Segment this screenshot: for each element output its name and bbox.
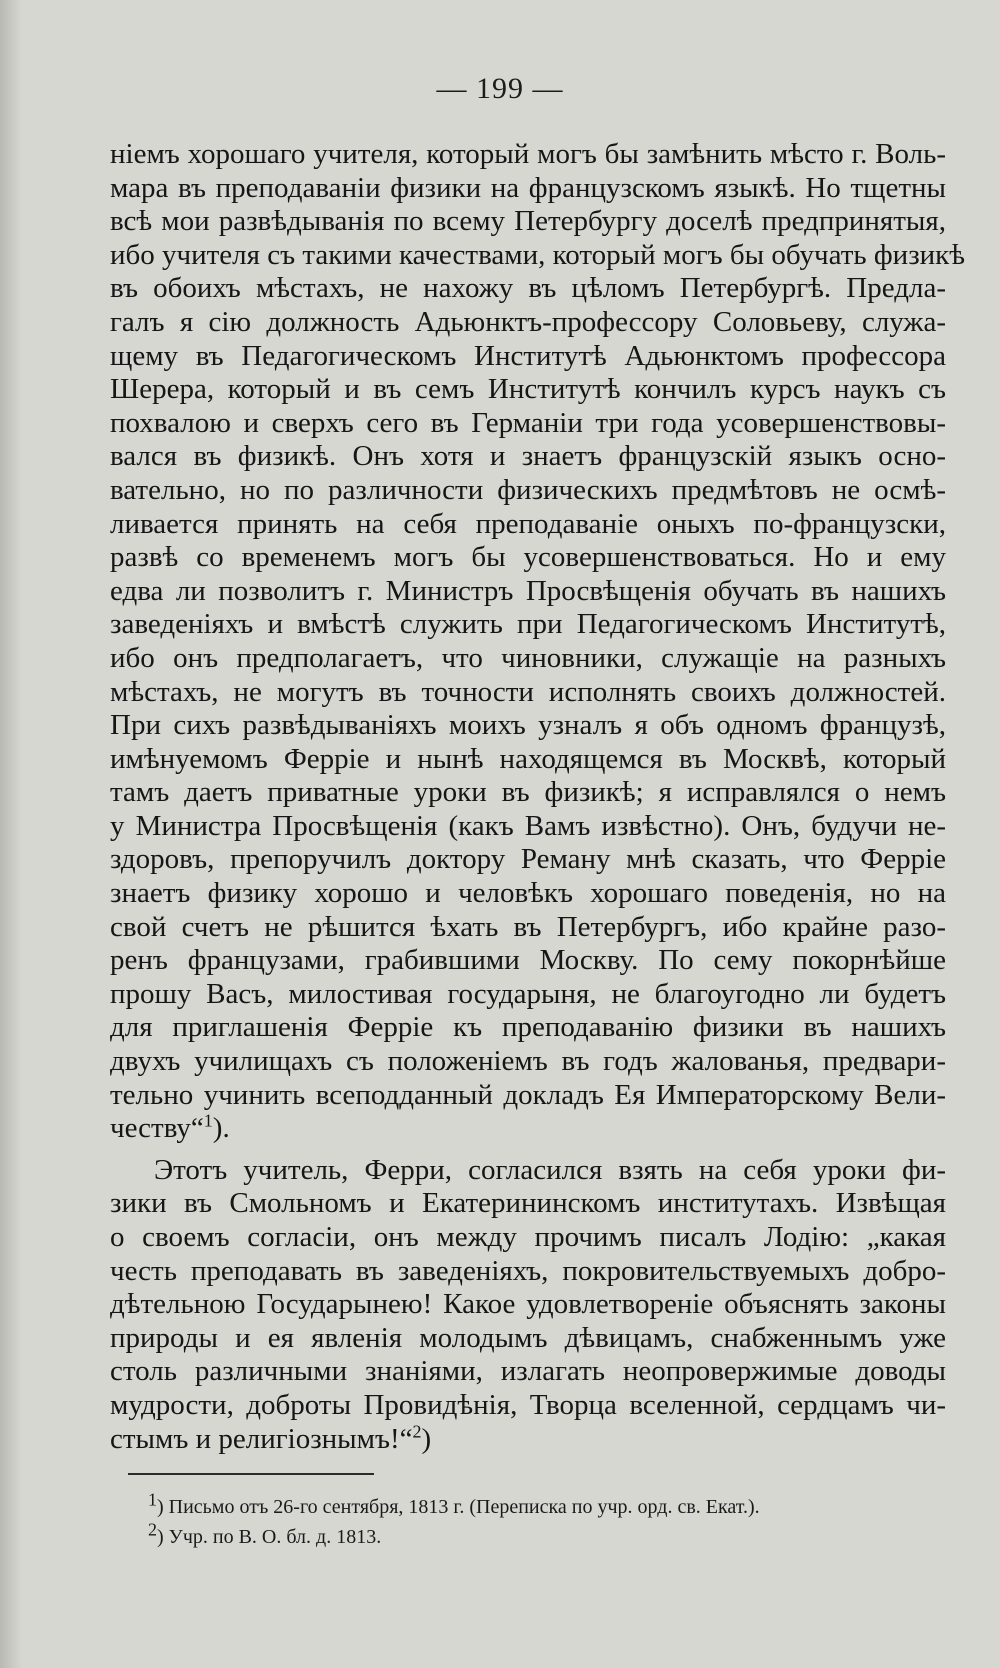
text-line: прошу Васъ, милостивая государыня, не благоугодно ли будетъ: [110, 977, 946, 1010]
text-line: [110, 1420, 946, 1457]
footnote-marker: 1: [148, 1489, 157, 1510]
text-line: двухъ училищахъ съ положеніемъ въ годъ жалованья, предвари-: [110, 1045, 946, 1078]
text-line: При сихъ развѣдываніяхъ моихъ узналъ я объ одномъ французѣ,: [110, 709, 946, 742]
paragraph-gap: [110, 1146, 946, 1154]
text-line: Шерера, который и въ семъ Институтѣ кончилъ курсъ наукъ съ: [110, 373, 946, 406]
footnote-1: [148, 1489, 938, 1522]
text-line: вался въ физикѣ. Онъ хотя и знаетъ французскій языкъ осно-: [110, 440, 946, 473]
text-line: дѣтельною Государынею! Какое удовлетвореніе объяснять законы: [110, 1288, 946, 1321]
paragraph-2: [110, 1154, 946, 1456]
footnote-ref: 1: [203, 1110, 213, 1131]
text-line: для приглашенія Ферріе къ преподаванію физики въ нашихъ: [110, 1011, 946, 1044]
footnote-ref: 2: [412, 1420, 422, 1441]
text-line: въ обоихъ мѣстахъ, не нахожу въ цѣломъ Петербургѣ. Предла-: [110, 272, 946, 305]
text-line: мудрости, доброты Провидѣнія, Творца вселенной, сердцамъ чи-: [110, 1388, 946, 1421]
page-edge-shadow: [0, 0, 22, 1668]
text-line: ибо учителя съ такими качествами, который могъ бы обучать физикѣ: [110, 238, 966, 271]
footnote-text: ) Учр. по В. О. бл. д. 1813.: [157, 1526, 382, 1548]
text-line: тамъ даетъ приватные уроки въ физикѣ; я исправлялся о немъ: [110, 776, 946, 809]
text-line: столь различными знаніями, излагать неопровержимые доводы: [110, 1355, 946, 1388]
page-number: — 199 —: [436, 72, 564, 105]
text-line: [110, 1112, 946, 1146]
text-line: природы и ея явленія молодымъ дѣвицамъ, снабженнымъ уже: [110, 1321, 946, 1354]
text-line: о своемъ согласіи, онъ между прочимъ писалъ Лодію: „какая: [110, 1221, 946, 1253]
text-line: зики въ Смольномъ и Екатерининскомъ институтахъ. Извѣщая: [110, 1187, 946, 1220]
line-tail: ): [421, 1422, 432, 1455]
text-line: Этотъ учитель, Ферри, согласился взять на себя уроки фи-: [154, 1153, 946, 1186]
text-line: всѣ мои развѣдыванія по всему Петербургу доселѣ предпринятыя,: [110, 205, 946, 238]
footnote-divider: [128, 1473, 374, 1475]
text-line: здоровъ, препоручилъ доктору Реману мнѣ сказать, что Ферріе: [110, 843, 946, 876]
line-text: честву“: [110, 1112, 204, 1145]
footnotes: [148, 1489, 938, 1552]
text-line: ибо онъ предполагаетъ, что чиновники, служащіе на разныхъ: [110, 641, 946, 674]
footnote-2: [148, 1519, 938, 1552]
text-line: мара въ преподаваніи физики на французскомъ языкѣ. Но тщетны: [110, 171, 946, 204]
text-line: у Министра Просвѣщенія (какъ Вамъ извѣстно). Онъ, будучи не-: [110, 809, 946, 842]
line-tail: ).: [212, 1112, 230, 1145]
text-line: галъ я сію должность Адьюнктъ-профессору Соловьеву, служа-: [110, 305, 946, 338]
paragraph-1: [110, 138, 966, 1146]
text-line: честь преподавать въ заведеніяхъ, покровительствуемыхъ добро-: [110, 1254, 946, 1287]
text-line: щему въ Педагогическомъ Институтѣ Адьюнктомъ профессора: [110, 339, 946, 372]
text-line: мѣстахъ, не могутъ въ точности исполнять своихъ должностей.: [110, 675, 946, 708]
text-line: похвалою и сверхъ сего въ Германіи три года усовершенствовы-: [110, 406, 946, 439]
text-line: имѣнуемомъ Ферріе и нынѣ находящемся въ Москвѣ, который: [110, 742, 946, 775]
text-line: свой счетъ не рѣшится ѣхать въ Петербургъ, ибо крайне разо-: [110, 910, 946, 943]
text-line: знаетъ физику хорошо и человѣкъ хорошаго поведенія, но на: [110, 877, 946, 910]
text-line: ливается принять на себя преподаваніе оныхъ по-французски,: [110, 507, 946, 540]
text-line: вательно, но по различности физическихъ предмѣтовъ не осмѣ-: [110, 473, 946, 506]
footnote-marker: 2: [148, 1519, 157, 1540]
text-line: ренъ французами, грабившими Москву. По сему покорнѣйше: [110, 944, 946, 977]
text-line: развѣ со временемъ могъ бы усовершенствоваться. Но и ему: [110, 541, 946, 574]
text-line: заведеніяхъ и вмѣстѣ служить при Педагогическомъ Институтѣ,: [110, 608, 946, 641]
main-text: [110, 138, 966, 1456]
text-line: едва ли позволитъ г. Министръ Просвѣщенія обучать въ нашихъ: [110, 574, 946, 607]
line-text: стымъ и религіознымъ!“: [110, 1422, 413, 1455]
text-line: ніемъ хорошаго учителя, который могъ бы замѣнить мѣсто г. Воль-: [110, 138, 946, 170]
footnote-text: ) Письмо отъ 26-го сентября, 1813 г. (Переписка по учр. орд. св. Екат.).: [157, 1496, 760, 1518]
text-line: тельно учинить всеподданный докладъ Ея Императорскому Вели-: [110, 1078, 946, 1111]
